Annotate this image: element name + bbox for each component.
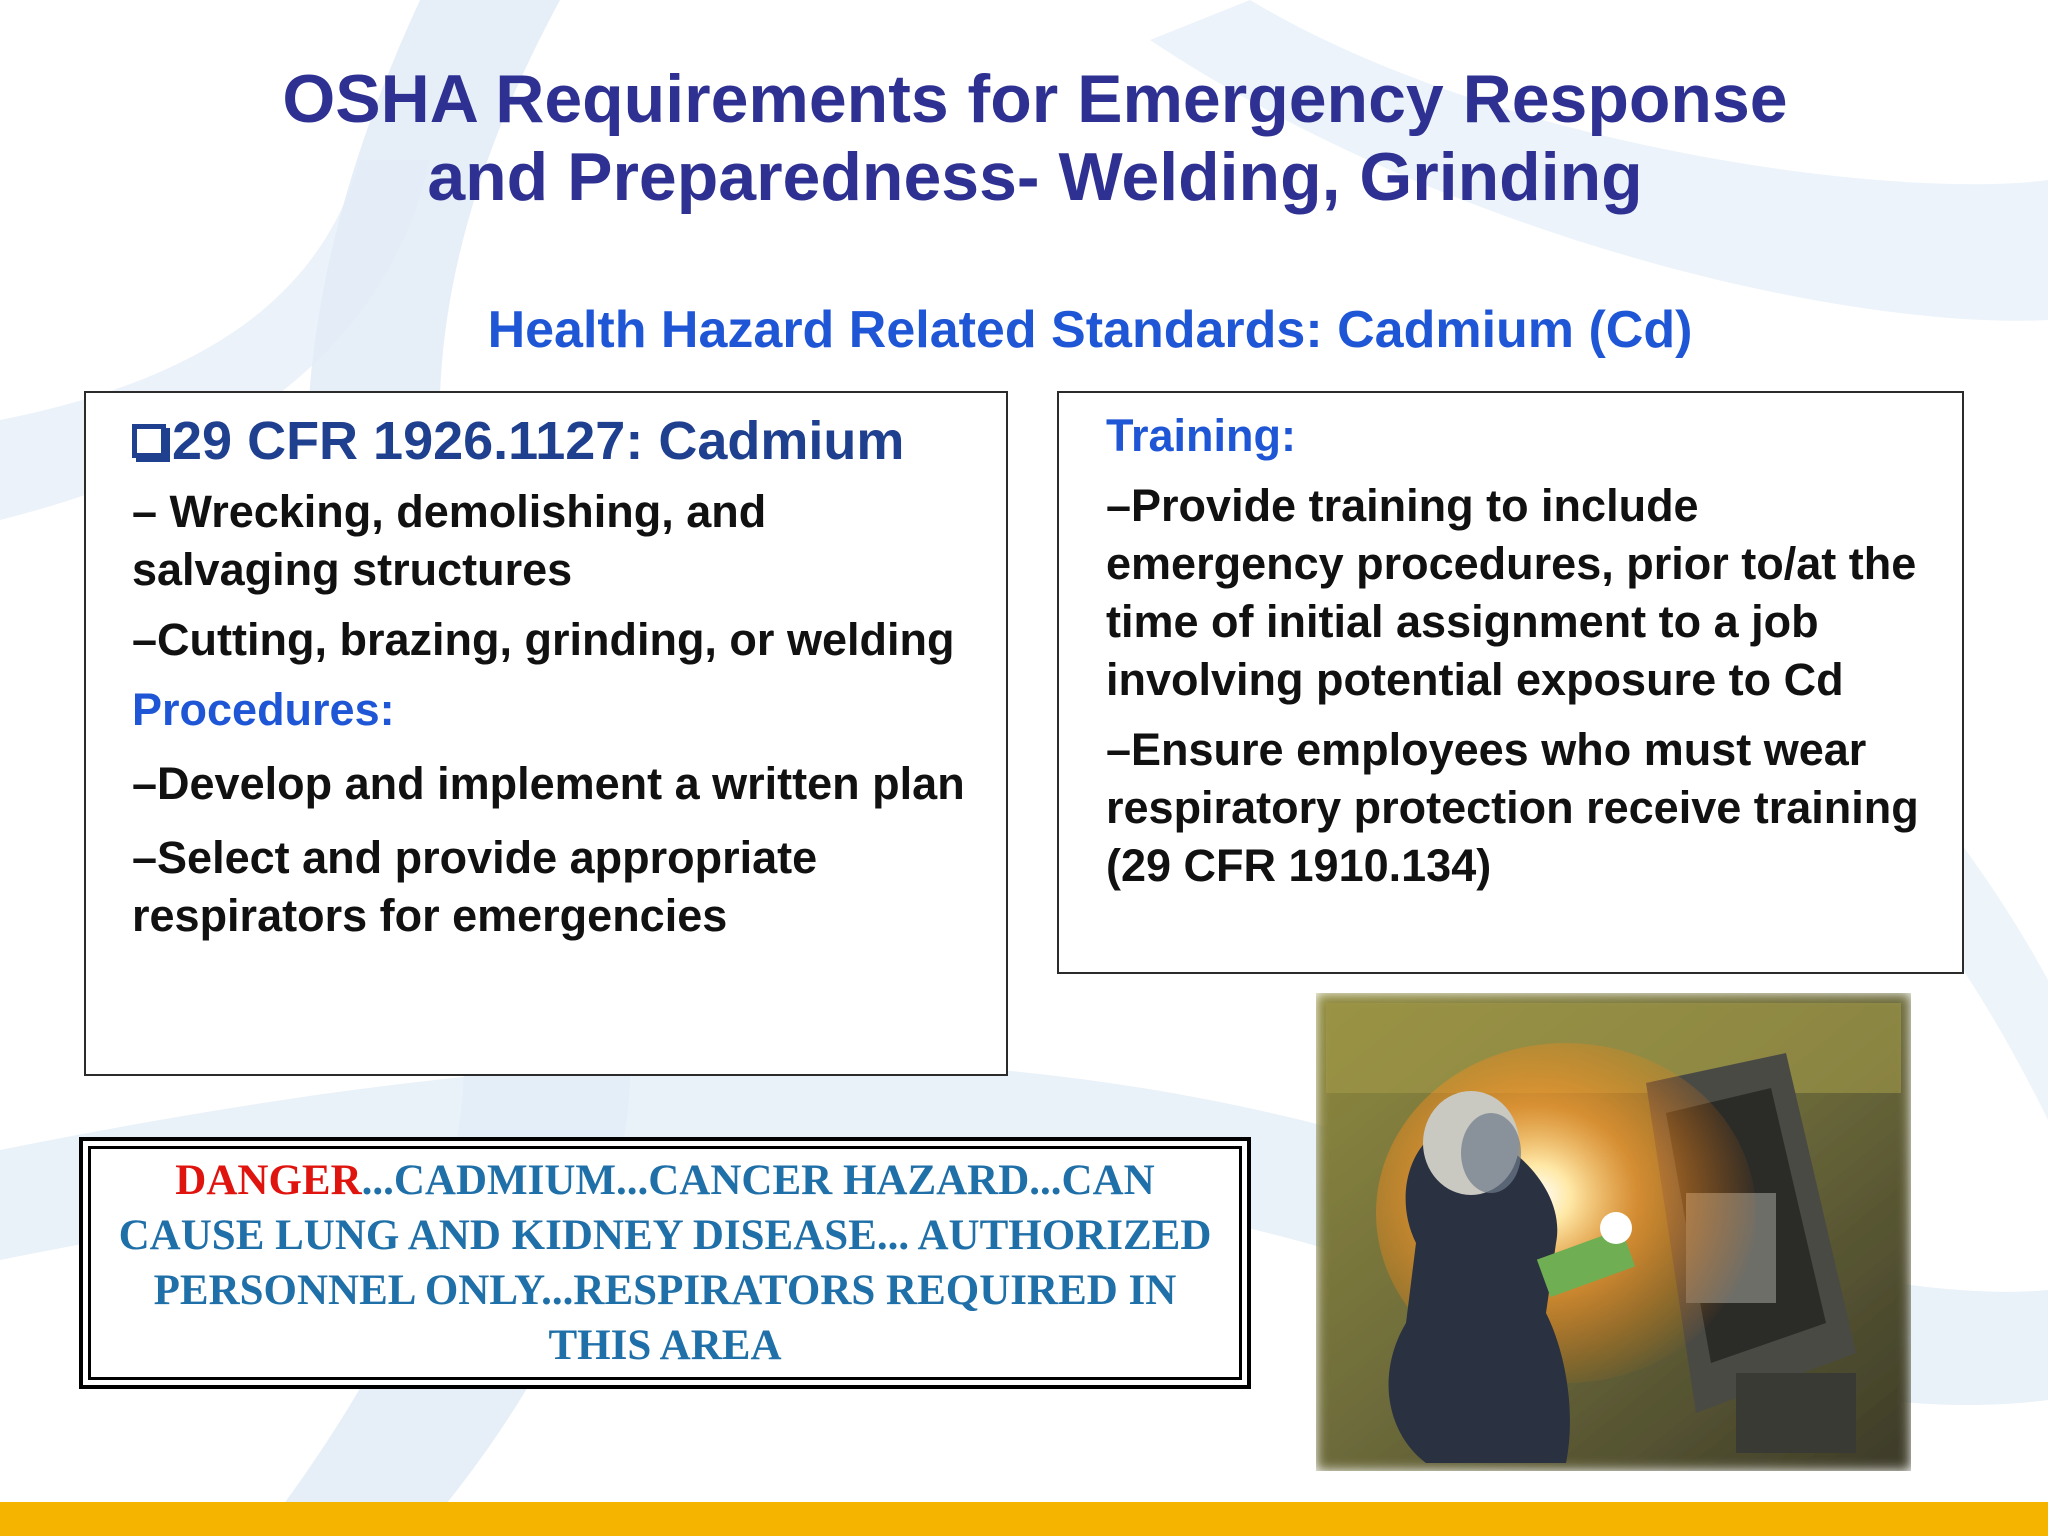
training-box	[1057, 391, 1964, 974]
danger-sign	[79, 1137, 1251, 1389]
scope-item: –Cutting, brazing, grinding, or welding	[132, 614, 955, 665]
checkbox-bullet-icon	[132, 424, 166, 458]
procedure-item: –Develop and implement a written plan	[132, 758, 965, 809]
cadmium-standard-box	[84, 391, 1008, 1076]
procedure-item: –Select and provide appropriate respirators for emergencies	[132, 832, 818, 941]
title-line-1: OSHA Requirements for Emergency Response	[282, 61, 1788, 137]
standard-heading-text: 29 CFR 1926.1127: Cadmium	[172, 411, 905, 471]
danger-message: ...CADMIUM...CANCER HAZARD...CAN CAUSE LUNG AND KIDNEY DISEASE... AUTHORIZED PERSONNEL ONLY...RESPIRATORS REQUIRED IN THIS AREA	[118, 1157, 1212, 1369]
welder-grinding-photo	[1316, 993, 1911, 1471]
slide-subtitle: Health Hazard Related Standards: Cadmium (Cd)	[487, 301, 1693, 359]
procedures-label: Procedures:	[132, 684, 395, 735]
scope-item: – Wrecking, demolishing, and salvaging structures	[132, 486, 767, 595]
training-item: –Provide training to include emergency procedures, prior to/at the time of initial assignment to a job involving potential exposure to Cd	[1106, 480, 1917, 705]
title-line-2: and Preparedness- Welding, Grinding	[427, 139, 1643, 215]
slide-title	[100, 60, 1970, 216]
training-item: –Ensure employees who must wear respiratory protection receive training (29 CFR 1910.134)	[1106, 724, 1919, 891]
footer-bar	[0, 1502, 2048, 1536]
training-label: Training:	[1106, 410, 1296, 461]
danger-sign-text	[111, 1153, 1219, 1373]
danger-word: DANGER	[175, 1157, 362, 1204]
standard-heading	[132, 409, 966, 473]
danger-sign-inner	[88, 1146, 1242, 1380]
